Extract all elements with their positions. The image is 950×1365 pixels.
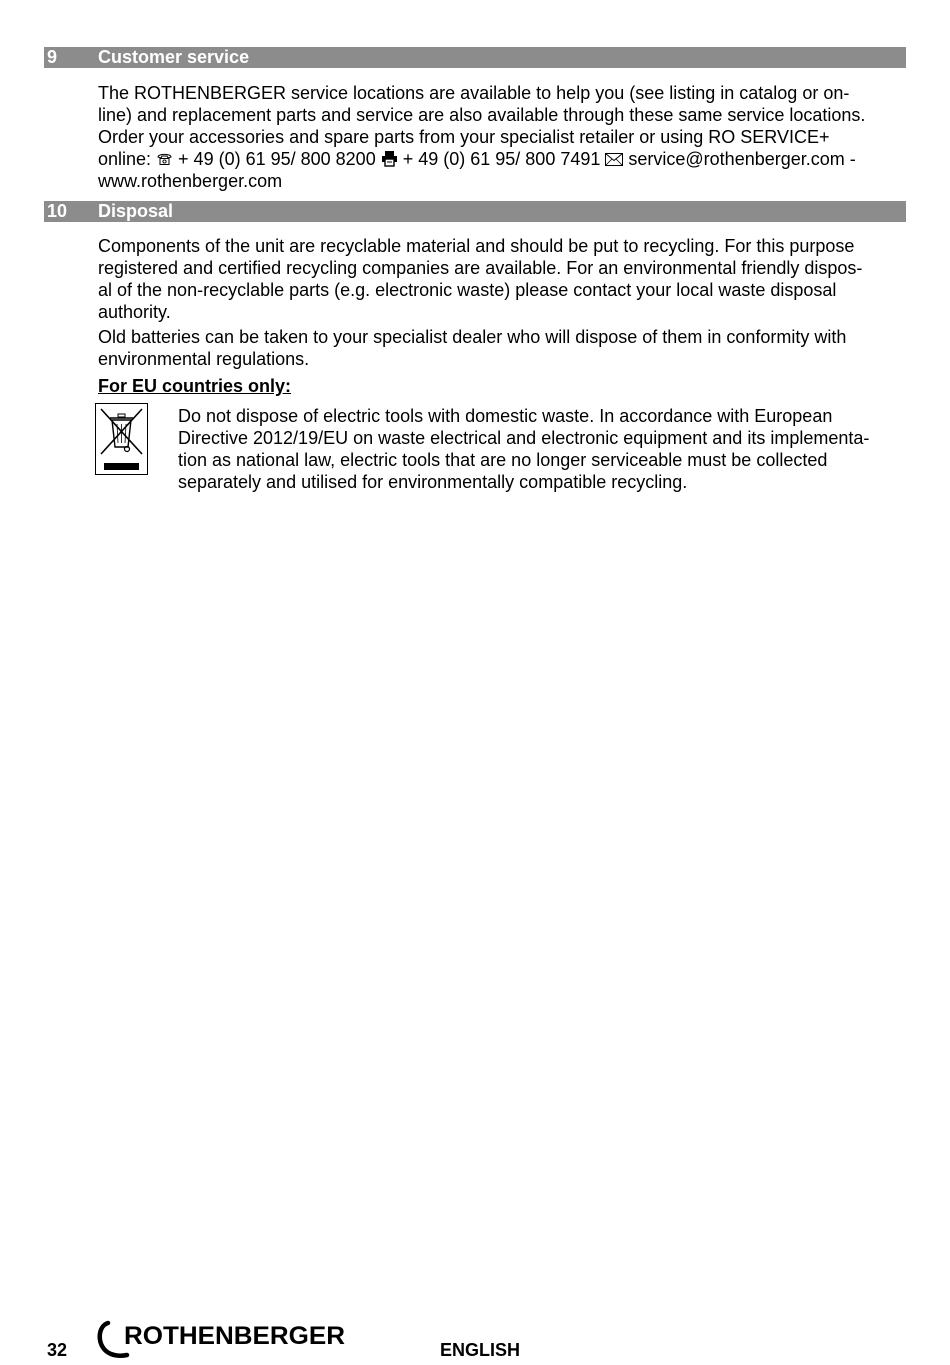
rothenberger-logo bbox=[96, 1320, 348, 1365]
text-line: environmental regulations. bbox=[98, 348, 310, 369]
text-line: line) and replacement parts and service are also available through these same service locations. bbox=[98, 104, 866, 125]
text-line: Order your accessories and spare parts from your specialist retailer or using RO SERVICE+ bbox=[98, 126, 830, 147]
svg-text:ROTHENBERGER: ROTHENBERGER bbox=[124, 1322, 345, 1350]
section-header-disposal bbox=[44, 201, 906, 222]
disposal-paragraph bbox=[98, 236, 906, 324]
text-line: al of the non-recyclable parts (e.g. electronic waste) please contact your local waste disposal bbox=[98, 279, 837, 300]
section-title: Customer service bbox=[98, 47, 250, 67]
crossed-out-wheelie-bin-icon bbox=[95, 403, 148, 475]
text-line: registered and certified recycling companies are available. For an environmental friendly dispos- bbox=[98, 257, 863, 278]
eu-disposal-paragraph bbox=[178, 406, 906, 494]
email-link[interactable]: service@rothenberger.com - bbox=[623, 148, 856, 169]
telephone-icon bbox=[156, 152, 173, 166]
text-line: Components of the unit are recyclable material and should be put to recycling. For this purpose bbox=[98, 236, 855, 256]
section-number: 9 bbox=[47, 47, 58, 67]
phone-number: + 49 (0) 61 95/ 800 8200 bbox=[173, 148, 381, 169]
text-line: The ROTHENBERGER service locations are available to help you (see listing in catalog or on- bbox=[98, 83, 850, 103]
website-link[interactable]: www.rothenberger.com bbox=[98, 170, 283, 191]
fax-number: + 49 (0) 61 95/ 800 7491 bbox=[397, 148, 606, 169]
text-line: tion as national law, electric tools that are no longer serviceable must be collected bbox=[178, 449, 828, 470]
text-line: authority. bbox=[98, 301, 171, 322]
language-label: ENGLISH bbox=[440, 1340, 521, 1360]
eu-countries-heading: For EU countries only: bbox=[98, 376, 292, 396]
section-header-customer-service bbox=[44, 47, 906, 68]
text-fragment: online: bbox=[98, 148, 157, 169]
fax-icon bbox=[381, 150, 398, 167]
contact-line bbox=[98, 149, 906, 171]
page-number: 32 bbox=[47, 1340, 68, 1360]
text-line: separately and utilised for environmentally compatible recycling. bbox=[178, 471, 688, 492]
customer-service-paragraph bbox=[98, 83, 906, 193]
envelope-icon bbox=[605, 153, 623, 166]
batteries-paragraph bbox=[98, 327, 906, 371]
text-line: Do not dispose of electric tools with domestic waste. In accordance with European bbox=[178, 406, 833, 426]
section-number: 10 bbox=[47, 201, 68, 221]
section-title: Disposal bbox=[98, 201, 174, 221]
text-line: Directive 2012/19/EU on waste electrical and electronic equipment and its implementa- bbox=[178, 427, 870, 448]
text-line: Old batteries can be taken to your specialist dealer who will dispose of them in conformity with bbox=[98, 327, 847, 347]
